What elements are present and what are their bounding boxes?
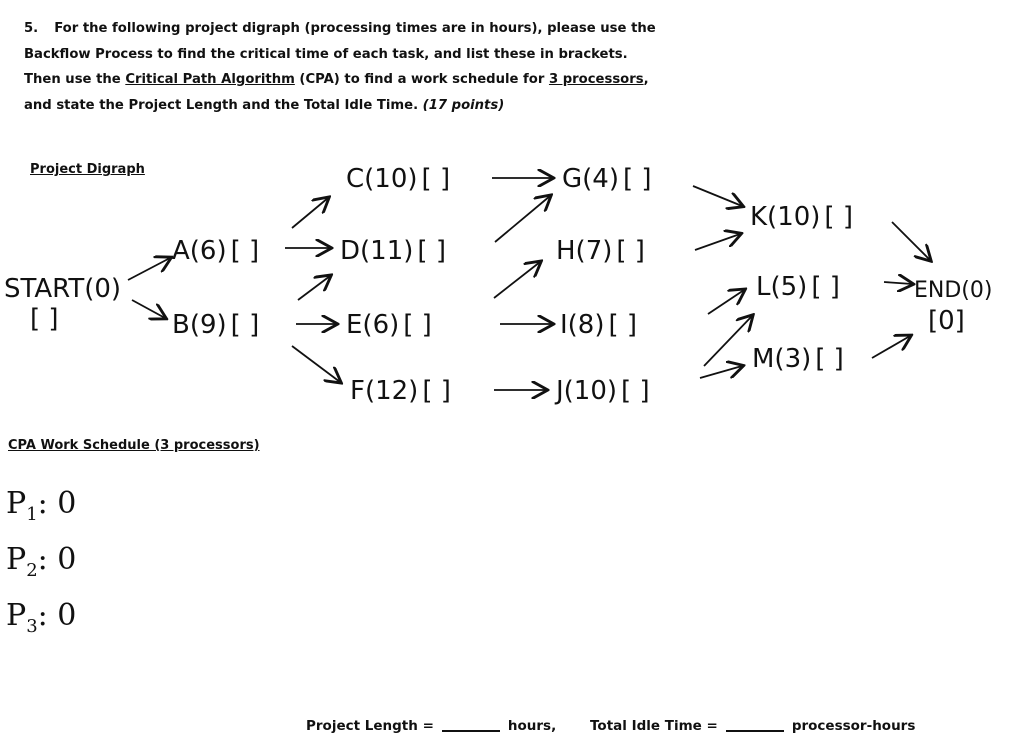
- node-i: [560, 310, 637, 340]
- line3-middle: (CPA) to find a work schedule for: [294, 72, 549, 87]
- node-j: [556, 376, 650, 406]
- question-line-4: [24, 93, 724, 119]
- node-i-bracket: [ ]: [608, 310, 638, 340]
- arrow-start-a: [128, 258, 170, 280]
- node-g: [562, 164, 652, 194]
- points-label: (17 points): [422, 97, 505, 113]
- node-g-label: G(4): [562, 164, 619, 194]
- line4-text: and state the Project Length and the Total Idle Time.: [24, 97, 423, 113]
- idle-time-blank[interactable]: [726, 730, 784, 732]
- processor-2-letter: P: [6, 542, 27, 577]
- arrow-g-k: [693, 186, 742, 206]
- node-start: [4, 274, 121, 334]
- node-d: [340, 236, 446, 266]
- arrow-b-d: [298, 276, 330, 300]
- project-digraph: [0, 150, 1024, 420]
- node-k-bracket: [ ]: [824, 202, 853, 232]
- question-line-1-text: For the following project digraph (processing times are in hours), please use the: [54, 21, 656, 36]
- arrow-start-b: [132, 300, 165, 318]
- node-end: [914, 276, 992, 336]
- cpa-term: Critical Path Algorithm: [125, 72, 295, 87]
- arrow-m-end: [872, 336, 910, 358]
- node-f-bracket: [ ]: [422, 376, 451, 406]
- node-c: [346, 164, 450, 194]
- node-l: [756, 272, 840, 302]
- processors-term: 3 processors: [548, 72, 644, 87]
- arrow-d-g: [495, 196, 550, 242]
- arrow-h-k: [695, 234, 740, 250]
- node-start-label: START(0): [4, 274, 122, 304]
- processor-row-2: $P_2$: 0: [6, 542, 77, 581]
- digraph-heading: Project Digraph: [30, 162, 145, 177]
- node-c-label: C(10): [346, 164, 418, 194]
- arrow-j-m: [700, 366, 742, 378]
- processor-1-index: 1: [26, 504, 38, 525]
- idle-time-line: [590, 718, 915, 734]
- node-i-label: I(8): [560, 310, 605, 340]
- arrow-b-f: [292, 346, 340, 382]
- node-h: [556, 236, 645, 266]
- node-b-label: B(9): [172, 310, 227, 340]
- processor-2-value: 0: [57, 542, 77, 577]
- node-e-bracket: [ ]: [403, 310, 432, 340]
- project-length-label: Project Length =: [306, 718, 434, 734]
- node-m: [752, 344, 844, 374]
- question-line-3: [24, 67, 724, 93]
- node-start-bracket: [ ]: [30, 304, 59, 334]
- project-length-blank[interactable]: [442, 730, 500, 732]
- question-line-2: Backflow Process to find the critical time of each task, and list these in brackets.: [24, 46, 628, 62]
- node-a-bracket: [ ]: [230, 236, 260, 266]
- node-end-bracket: [0]: [928, 306, 965, 336]
- arrow-a-c: [292, 198, 328, 228]
- node-k-label: K(10): [750, 202, 821, 232]
- node-e-label: E(6): [346, 310, 400, 340]
- node-h-bracket: [ ]: [616, 236, 645, 266]
- node-k: [750, 202, 853, 232]
- arrow-k-end: [892, 222, 930, 260]
- question-text: [24, 16, 724, 118]
- line3-suffix: ,: [643, 72, 649, 87]
- processor-3-value: 0: [57, 598, 77, 633]
- node-d-label: D(11): [340, 236, 414, 266]
- arrow-j-l: [704, 316, 752, 366]
- node-m-bracket: [ ]: [815, 344, 844, 374]
- node-e: [346, 310, 432, 340]
- node-f-label: F(12): [350, 376, 419, 406]
- node-f: [350, 376, 451, 406]
- project-length-unit: hours,: [507, 718, 557, 734]
- processor-row-1: $P_1$: 0: [6, 486, 77, 525]
- node-g-bracket: [ ]: [622, 164, 652, 194]
- project-length-line: [306, 718, 556, 734]
- node-l-label: L(5): [756, 272, 808, 302]
- node-end-label: END(0): [914, 278, 993, 303]
- processor-row-3: $P_3$: 0: [6, 598, 77, 637]
- processor-1-value: 0: [57, 486, 77, 521]
- node-a: [172, 236, 259, 266]
- arrow-i-l: [708, 290, 744, 314]
- processor-2-index: 2: [26, 560, 38, 581]
- node-l-bracket: [ ]: [811, 272, 840, 302]
- node-d-bracket: [ ]: [417, 236, 446, 266]
- node-b: [172, 310, 259, 340]
- idle-time-unit: processor-hours: [791, 718, 916, 734]
- processor-3-index: 3: [26, 616, 38, 637]
- question-line-1: [24, 16, 724, 42]
- line3-prefix: Then use the: [24, 72, 126, 87]
- arrow-e-h: [494, 262, 540, 298]
- schedule-heading: CPA Work Schedule (3 processors): [8, 438, 260, 453]
- question-number: 5.: [24, 21, 39, 36]
- node-a-label: A(6): [172, 236, 227, 266]
- arrow-l-end: [884, 282, 912, 284]
- idle-time-label: Total Idle Time =: [590, 718, 718, 734]
- node-j-bracket: [ ]: [621, 376, 650, 406]
- node-h-label: H(7): [556, 236, 613, 266]
- node-c-bracket: [ ]: [421, 164, 451, 194]
- node-b-bracket: [ ]: [230, 310, 260, 340]
- processor-3-letter: P: [6, 598, 27, 633]
- digraph-arrows: [0, 150, 1024, 420]
- processor-1-letter: P: [6, 486, 27, 521]
- node-j-label: J(10): [556, 376, 618, 406]
- node-m-label: M(3): [752, 344, 812, 374]
